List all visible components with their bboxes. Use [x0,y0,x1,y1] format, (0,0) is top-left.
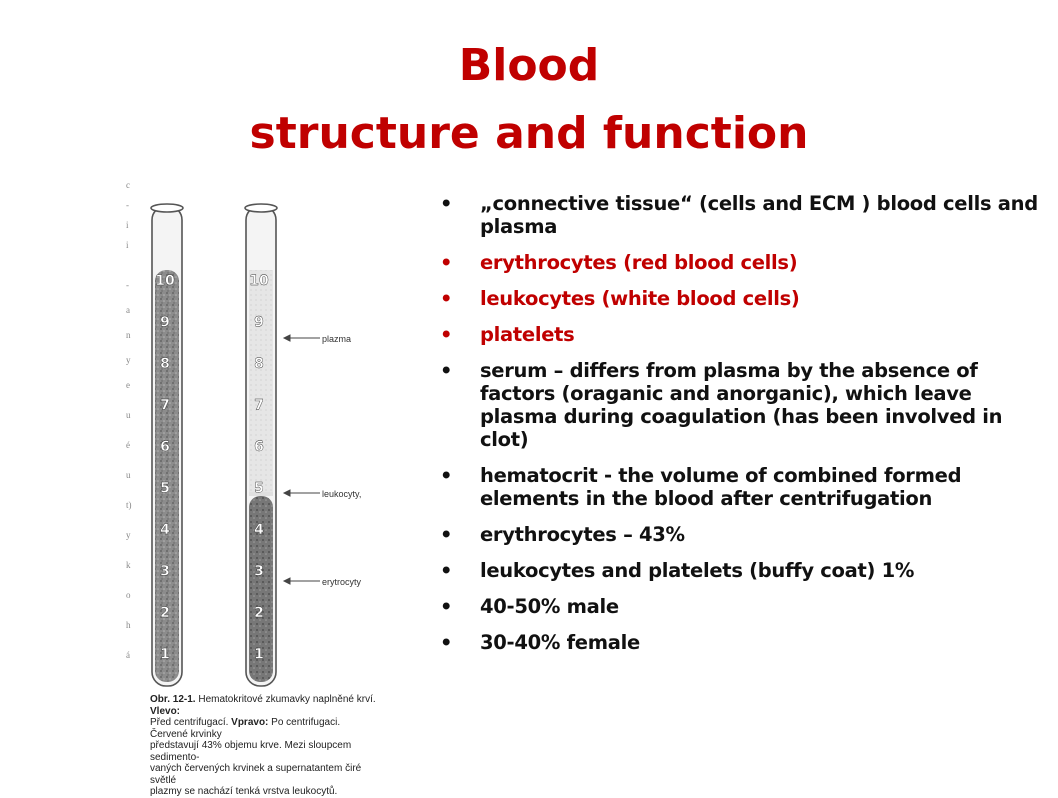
hematocrit-tubes-illustration [124,178,376,693]
svg-text:c: c [126,180,130,190]
slide-title-line1: Blood [458,40,600,91]
bullet-item: • „connective tissue“ (cells and ECM ) blood cells and plasma [440,192,1038,238]
caption-line1: Hematokritové zkumavky naplněné krví. [195,694,376,705]
svg-text:á: á [126,650,130,660]
svg-text:i: i [126,240,129,250]
bullet-item: • erythrocytes – 43% [440,523,685,546]
bullet-item: • serum – differs from plasma by the absence of factors (oraganic and anorganic), which leave plasma during coagulation (has been involved in clot) [440,359,1003,451]
page-edge-marks [126,180,132,660]
tube-scale-number: 4 [160,522,170,538]
svg-text:y: y [126,355,131,365]
tube-scale-number: 5 [160,480,170,497]
svg-text:e: e [126,380,130,390]
label-leukocytes: leukocyty, [322,489,362,499]
caption-line4: vaných červených krvinek a supernatantem čiré světlé [150,763,362,786]
tube-scale-number: 6 [160,439,170,455]
caption-line2-rest: Po centrifugaci. Červené krvinky [150,717,341,740]
tube-scale-number: 1 [160,646,170,663]
tube-scale-number: 9 [160,314,170,331]
caption-right-label: Vpravo: [231,717,269,728]
figure-caption [150,694,380,798]
tube-scale-number: 3 [254,563,264,580]
bullet-item: • leukocytes and platelets (buffy coat) 1% [440,559,915,582]
bullet-item: • erythrocytes (red blood cells) [440,251,798,274]
tube-scale-number: 2 [160,605,170,621]
bullet-item: • hematocrit - the volume of combined formed elements in the blood after centrifugation [440,464,962,510]
bullet-item: • 40-50% male [440,595,619,618]
tube-scale-number: 6 [254,439,264,455]
caption-figure-number: Obr. 12-1. [150,694,196,705]
tube-scale-number: 8 [254,356,264,372]
svg-text:t): t) [126,500,132,510]
caption-line2: Před centrifugací. [150,717,232,728]
svg-text:-: - [126,280,129,290]
tube-scale-number: 7 [254,397,264,414]
svg-text:n: n [126,330,131,340]
tube-scale-number: 5 [254,480,264,497]
caption-left-label: Vlevo: [150,705,181,717]
bullet-item: • 30-40% female [440,631,640,654]
caption-line3: představují 43% objemu krve. Mezi sloupcem sedimento- [150,740,352,763]
tube-scale-number: 10 [249,273,269,289]
svg-text:o: o [126,590,131,600]
caption-line5: plazmy se nachází tenká vrstva leukocytů. [150,786,338,797]
tube-scale-number: 4 [254,522,264,538]
tube-scale-number: 9 [254,314,264,331]
svg-text:u: u [126,410,131,420]
hematocrit-tubes-figure [124,178,376,758]
bullet-item: • platelets [440,323,575,346]
tube-scale-number: 3 [160,563,170,580]
label-plasma: plazma [322,334,352,344]
svg-text:u: u [126,470,131,480]
tube-scale-number: 8 [160,356,170,372]
label-erythrocytes: erytrocyty [322,577,362,587]
tube-scale-number: 10 [155,273,175,289]
bullet-list [440,192,1040,654]
svg-text:y: y [126,530,131,540]
slide-title-line2: structure and function [249,108,809,159]
tube-scale-number: 2 [254,605,264,621]
svg-text:a: a [126,305,130,315]
svg-text:k: k [126,560,131,570]
svg-text:h: h [126,620,131,630]
svg-text:é: é [126,440,130,450]
svg-text:-: - [126,200,129,210]
svg-text:i: i [126,220,129,230]
tube-scale-number: 7 [160,397,170,414]
tube-scale-number: 1 [254,646,264,663]
bullet-item: • leukocytes (white blood cells) [440,287,800,310]
